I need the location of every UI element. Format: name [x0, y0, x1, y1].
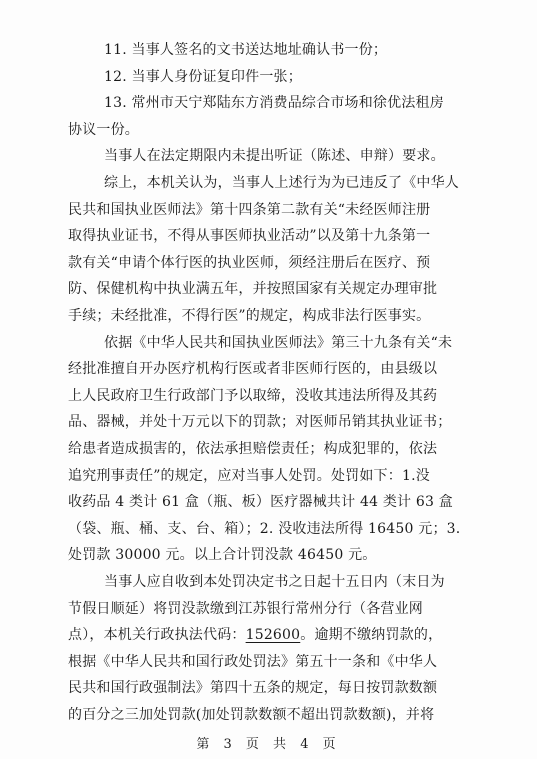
text-line: 的百分之三加处罚款(加处罚款数额不超出罚款数额)，并将	[68, 707, 435, 723]
text-segment: 品、器械，并处十万元以下的罚款；对医师吊销其执业证书；	[68, 414, 452, 430]
text-segment: 经批准擅自开办医疗机构行医或者非医师行医的，由县级以	[68, 361, 438, 377]
text-line	[68, 306, 430, 326]
text-line	[104, 333, 452, 353]
text-segment: 综上，本机关认为，当事人上述行为为已违反了《中华人	[104, 175, 459, 191]
text-line	[68, 625, 442, 645]
text-line	[68, 439, 437, 459]
text-line	[68, 599, 423, 619]
text-line	[68, 120, 139, 140]
text-segment: 取得执业证书，不得从事医师执业活动”以及第十九条第一	[68, 228, 431, 244]
text-segment: 12. 当事人身份证复印件一张；	[104, 69, 302, 85]
text-segment: 民共和国执业医师法》第十四条第二款有关“未经医师注册	[68, 202, 431, 218]
text-line	[68, 386, 437, 406]
enforcement-code: 152600	[245, 627, 301, 643]
text-line	[68, 226, 430, 246]
text-segment: 处罚款 30000 元。以上合计罚没款 46450 元。	[68, 547, 377, 563]
text-segment: 给患者造成损害的，依法承担赔偿责任；构成犯罪的，依法	[68, 441, 438, 457]
text-segment: （袋、瓶、桶、支、台、箱）；2. 没收违法所得 16450 元；3.	[68, 521, 461, 537]
text-line	[68, 466, 430, 486]
text-line	[68, 545, 376, 565]
text-segment: 手续；未经批准，不得行医”的规定，构成非法行医事实。	[68, 308, 431, 324]
text-line	[68, 412, 451, 432]
text-segment: 13. 常州市天宁郑陆东方消费品综合市场和徐优法租房	[104, 95, 444, 111]
text-line	[104, 173, 459, 193]
text-segment: 当事人在法定期限内未提出听证（陈述、申辩）要求。	[104, 148, 445, 164]
text-segment: 收药品 4 类计 61 盒（瓶、板）医疗器械共计 44 类计 63 盒	[68, 494, 453, 510]
text-line	[68, 359, 437, 379]
text-segment: 款有关“申请个体行医的执业医师，须经注册后在医疗、预	[68, 255, 431, 271]
text-segment: 依据《中华人民共和国执业医师法》第三十九条有关“未	[104, 335, 453, 351]
text-line	[68, 519, 460, 539]
text-line	[104, 67, 302, 87]
text-line	[68, 253, 430, 273]
text-line	[68, 492, 453, 512]
text-segment: 点），本机关行政执法代码：	[68, 627, 246, 643]
text-line	[104, 40, 387, 60]
text-segment: 。逾期不缴纳罚款的，	[300, 627, 443, 643]
page-number-footer: 第 3 页 共 4 页	[196, 737, 341, 752]
text-segment: 上人民政府卫生行政部门予以取缔，没收其违法所得及其药	[68, 388, 438, 404]
text-line	[104, 146, 445, 166]
text-segment: 民共和国行政强制法》第四十五条的规定，每日按罚款数额	[68, 680, 438, 696]
text-segment: 11. 当事人签名的文书送达地址确认书一份；	[104, 42, 388, 58]
text-segment: 根据《中华人民共和国行政处罚法》第五十一条和《中华人	[68, 654, 438, 670]
text-segment: 防、保健机构中执业满五年，并按照国家有关规定办理审批	[68, 281, 438, 297]
text-segment: 协议一份。	[68, 122, 139, 138]
text-segment: 节假日顺延）将罚没款缴到江苏银行常州分行（各营业网	[68, 601, 423, 617]
text-line	[104, 93, 444, 113]
text-segment: 当事人应自收到本处罚决定书之日起十五日内（末日为	[104, 574, 445, 590]
text-line	[68, 652, 437, 672]
text-line	[68, 279, 437, 299]
text-line	[68, 200, 430, 220]
text-segment: 追究刑事责任”的规定，应对当事人处罚。处罚如下：1.没	[68, 468, 430, 484]
text-line	[68, 678, 437, 698]
text-line	[104, 572, 445, 592]
